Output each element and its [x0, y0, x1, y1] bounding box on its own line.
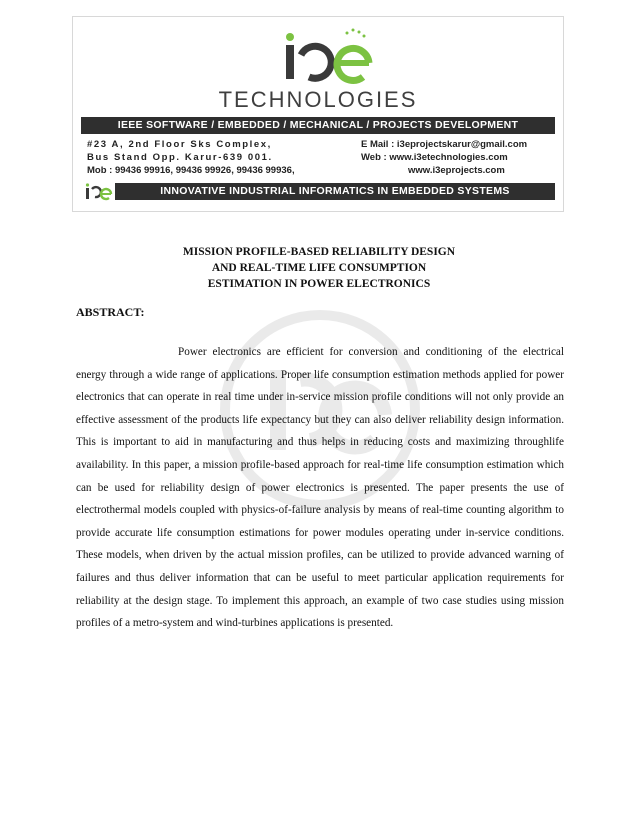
letterhead [72, 16, 564, 212]
bottom-band: INNOVATIVE INDUSTRIAL INFORMATICS IN EMBEDDED SYSTEMS [115, 183, 555, 200]
i3e-logo-icon [243, 25, 393, 87]
logo [73, 25, 563, 121]
title-line-2: AND REAL-TIME LIFE CONSUMPTION [211, 262, 427, 274]
contact-block [361, 138, 527, 177]
paper-title [0, 244, 638, 292]
mobile-numbers: Mob : 99436 99916, 99436 99926, 99436 99936, [87, 165, 295, 176]
address-line-1: #23 A, 2nd Floor Sks Complex, [87, 139, 272, 150]
web-line-1: Web : www.i3etechnologies.com [361, 152, 508, 163]
web-line-2: www.i3eprojects.com [408, 165, 505, 176]
title-line-1: MISSION PROFILE-BASED RELIABILITY DESIGN [182, 246, 456, 258]
email-line: E Mail : i3eprojectskarur@gmail.com [361, 139, 528, 150]
mini-logo-icon [83, 180, 115, 202]
tagline-band: IEEE SOFTWARE / EMBEDDED / MECHANICAL / PROJECTS DEVELOPMENT [81, 117, 555, 134]
abstract-heading: ABSTRACT: [76, 305, 145, 319]
abstract-text: Power electronics are efficient for conversion and conditioning of the electrical energy through a wide range of applications. Proper life consumption estimation methods applied for power electronics that can operate in real time under in-service mission profile conditions will not only provide an effective assessment of the products life expectancy but they can also deliver reliability design information. This is important to aid in manufacturing and thus helps in reducing costs and maximizing throughlife availability. In this paper, a mission profile-based approach for real-time life consumption estimation which can be used for reliability design of power electronics is presented. The paper presents the use of electrothermal models coupled with physics-of-failure analysis by means of real-time counting algorithm to provide accurate life consumption estimations for power modules operating under in-service conditions. These models, when driven by the actual mission profiles, can be utilized to provide advanced warning of failures and thus deliver information that can be useful to meet particular application requirements for reliability at the design stage. To implement this approach, an example of two case studies using mission profiles of a metro-system and wind-turbines applications is presented. [76, 346, 564, 630]
address-block [87, 138, 295, 177]
title-line-3: ESTIMATION IN POWER ELECTRONICS [207, 278, 431, 290]
address-line-2: Bus Stand Opp. Karur-639 001. [87, 152, 273, 163]
company-name: TECHNOLOGIES [218, 87, 418, 112]
